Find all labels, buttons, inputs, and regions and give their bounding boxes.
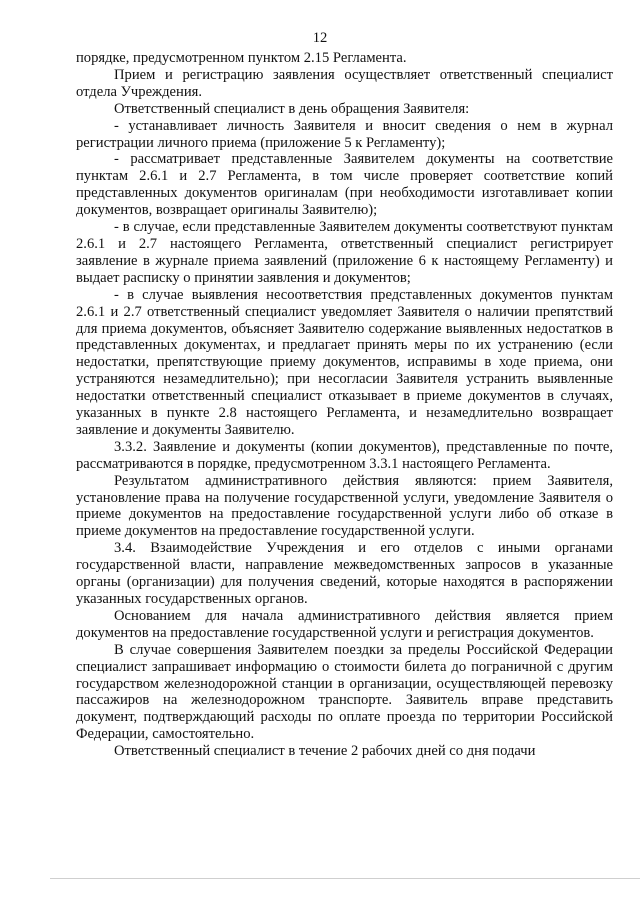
paragraph: Результатом административного действия являются: прием Заявителя, установление права на получение государственной услуги, уведомление Заявителя о приеме документов на предоставление государственной услуги либо об отказе в приеме документов на предоставление государственной услуги.	[76, 472, 613, 540]
scan-edge-divider	[50, 878, 640, 879]
paragraph: Ответственный специалист в день обращения Заявителя:	[114, 100, 470, 117]
list-item: - в случае, если представленные Заявителем документы соответствуют пунктам 2.6.1 и 2.7 настоящего Регламента, ответственный специалист регистрирует заявление в журнале приема заявлений (приложение 6 к настоящему Регламенту) и выдает расписку о принятии заявления и документов;	[76, 219, 613, 286]
list-item: - в случае выявления несоответствия представленных документов пунктам 2.6.1 и 2.7 ответственный специалист уведомляет Заявителя о наличии препятствий для приема документов, объясняет Заявителю содержание выявленных недостатков в представленных документах, и предлагает принять меры по их устранению (если недостатки, препятствующие приему документов, исправимы в ходе приема, они устраняются незамедлительно); при несогласии Заявителя устранить выявленные недостатки ответственный специалист отказывает в приеме документов в случаях, указанных в пункте 2.8 настоящего Регламента, и незамедлительно возвращает заявление и документы Заявителю.	[76, 286, 613, 438]
paragraph: 3.3.2. Заявление и документы (копии документов), представленные по почте, рассматриваются в порядке, предусмотренном 3.3.1 настоящего Регламента.	[76, 438, 613, 472]
paragraph: Основанием для начала административного действия является прием документов на предоставление государственной услуги и регистрация документов.	[76, 607, 613, 641]
paragraph: Прием и регистрацию заявления осуществляет ответственный специалист отдела Учреждения.	[76, 66, 613, 100]
paragraph: В случае совершения Заявителем поездки за пределы Российской Федерации специалист запрашивает информацию о стоимости билета до пограничной с другим государством железнодорожной станции в организации, осуществляющей перевозку пассажиров на железнодорожном транспорте. Заявитель вправе представить документ, подтверждающий расходы по оплате проезда по территории Российской Федерации, самостоятельно.	[76, 641, 613, 743]
paragraph: 3.4. Взаимодействие Учреждения и его отделов с иными органами государственной власти, направление межведомственных запросов в указанные органы (организации) для получения сведений, которые находятся в распоряжении указанных государственных органов.	[76, 540, 613, 607]
paragraph: Ответственный специалист в течение 2 рабочих дней со дня подачи	[114, 743, 536, 760]
paragraph: порядке, предусмотренном пунктом 2.15 Регламента.	[76, 50, 407, 66]
list-item: - устанавливает личность Заявителя и вносит сведения о нем в журнал регистрации личного приема (приложение 5 к Регламенту);	[76, 117, 613, 151]
list-item: - рассматривает представленные Заявителем документы на соответствие пунктам 2.6.1 и 2.7 Регламента, в том числе проверяет соответствие копий представленных документов оригиналам (при необходимости изготавливает копии документов, возвращает оригиналы Заявителю);	[76, 151, 613, 219]
page-number: 12	[312, 30, 328, 46]
document-body	[76, 50, 613, 760]
